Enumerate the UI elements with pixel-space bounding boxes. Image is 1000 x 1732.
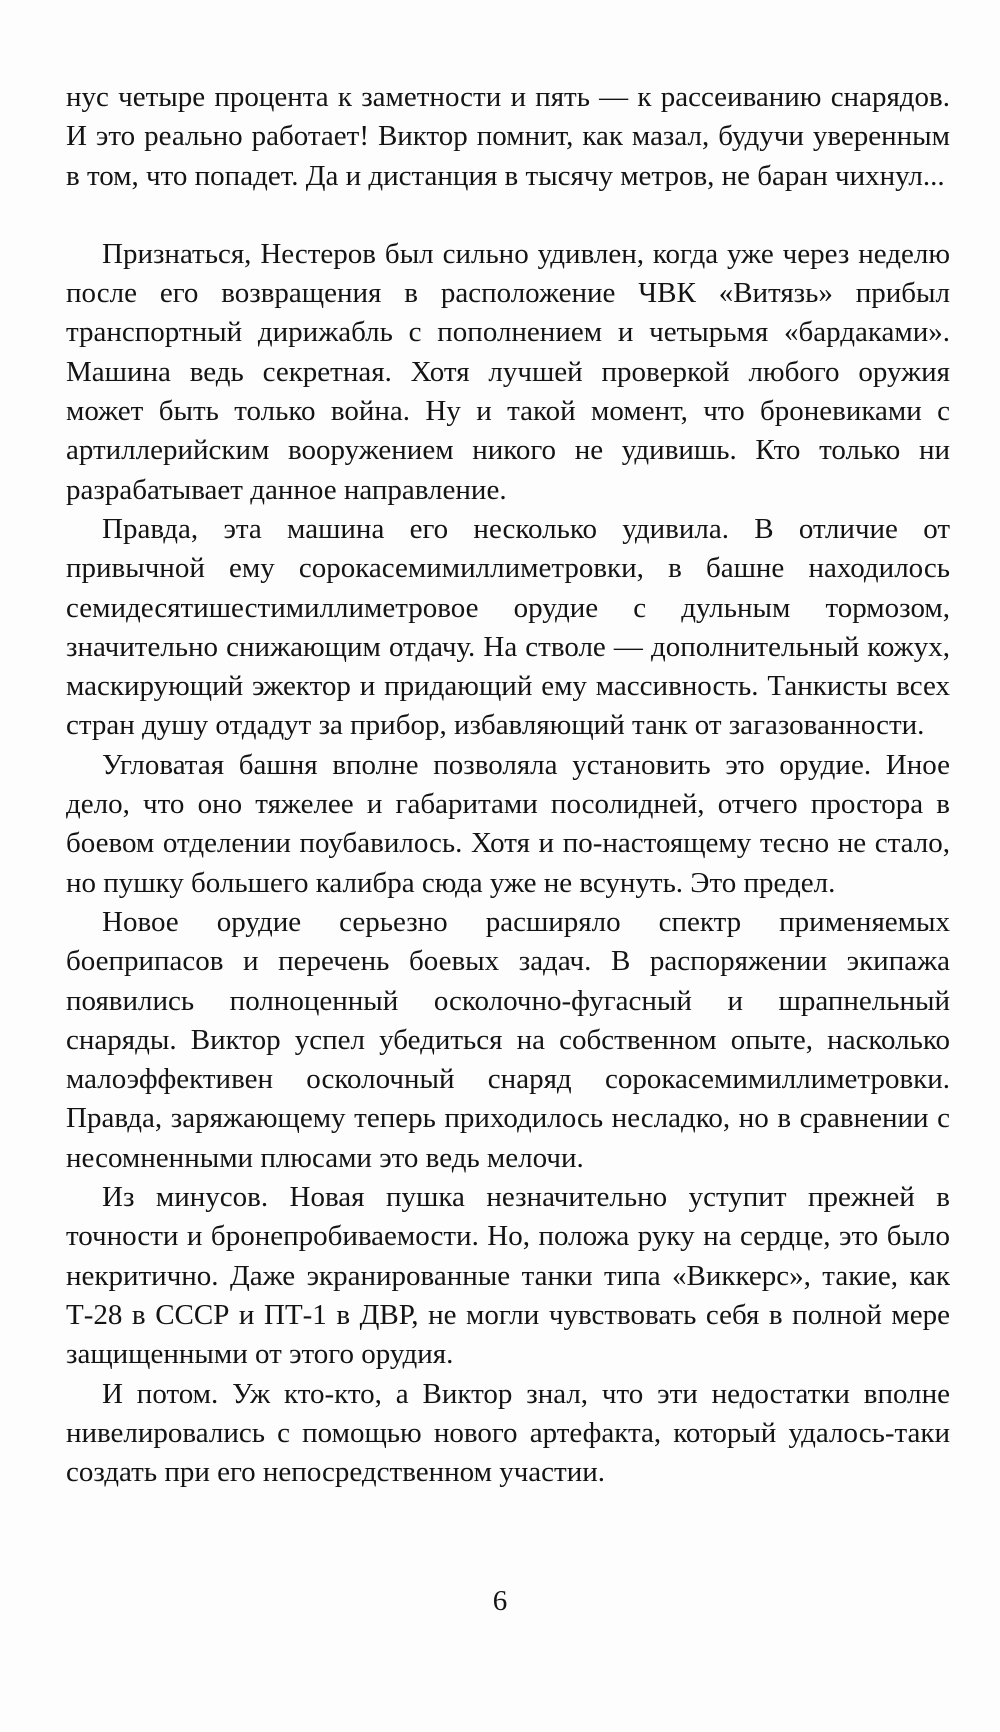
- page-number: 6: [492, 1585, 508, 1617]
- paragraph: И потом. Уж кто-кто, а Виктор знал, что эти недостатки вполне нивелировались с помощью нового артефакта, который удалось-таки создать при его непосредственном участии.: [66, 1377, 950, 1489]
- paragraph: Правда, эта машина его несколько удивила. В отличие от привычной ему сорокасемимиллиметровки, в башне находилось семидесятишестимиллиметровое орудие с дульным тормозом, значительно снижающим отдачу. На стволе — дополнительный кожух, маскирующий эжектор и придающий ему массивность. Танкисты всех стран душу отдадут за прибор, избавляющий танк от загазованности.: [66, 512, 950, 742]
- paragraph: нус четыре процента к заметности и пять — к рассеиванию снарядов. И это реально работает! Виктор помнит, как мазал, будучи уверенным в том, что попадет. Да и дистанция в тысячу метров, не баран чихнул...: [66, 81, 950, 192]
- body-text: [66, 78, 950, 1492]
- paragraph: Из минусов. Новая пушка незначительно уступит прежней в точности и бронепробиваемости. Но, положа руку на сердце, это было некритично. Даже экранированные танки типа «Виккерс», такие, как Т-28 в СССР и ПТ-1 в ДВР, не могли чувствовать себя в полной мере защищенными от этого орудия.: [66, 1181, 950, 1371]
- paragraph: Новое орудие серьезно расширяло спектр применяемых боеприпасов и перечень боевых задач. В распоряжении экипажа появились полноценный осколочно-фугасный и шрапнельный снаряды. Виктор успел убедиться на собственном опыте, насколько малоэффективен осколочный снаряд сорокасемимиллиметровки. Правда, заряжающему теперь приходилось несладко, но в сравнении с несомненными плюсами это ведь мелочи.: [66, 905, 950, 1174]
- paragraph: Угловатая башня вполне позволяла установить это орудие. Иное дело, что оно тяжелее и габаритами посолидней, отчего простора в боевом отделении поубавилось. Хотя и по-настоящему тесно не стало, но пушку большего калибра сюда уже не всунуть. Это предел.: [66, 748, 950, 899]
- paragraph: Признаться, Нестеров был сильно удивлен, когда уже через неделю после его возвращения в расположение ЧВК «Витязь» прибыл транспортный дирижабль с пополнением и четырьмя «бардаками». Машина ведь секретная. Хотя лучшей проверкой любого оружия может быть только война. Ну и такой момент, что броневиками с артиллерийским вооружением никого не удивишь. Кто только ни разрабатывает данное направление.: [66, 237, 950, 506]
